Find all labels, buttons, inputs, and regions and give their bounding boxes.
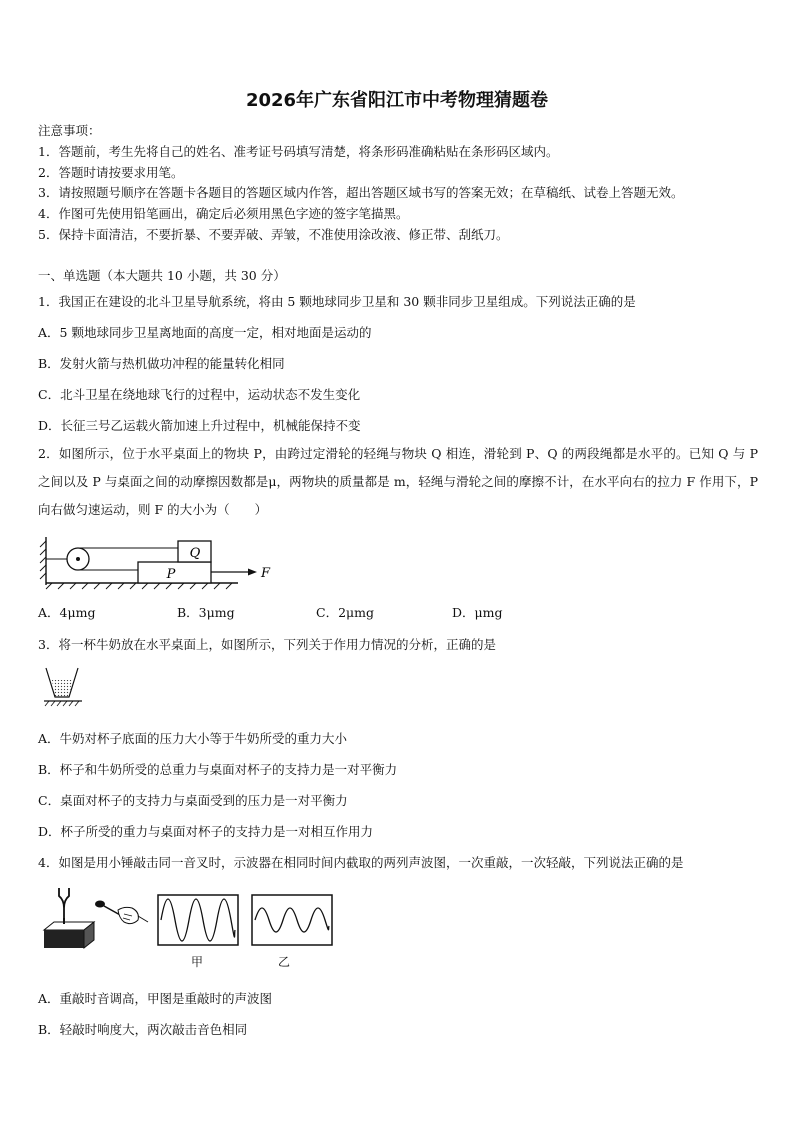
notice-item: 4．作图可先使用铅笔画出，确定后必须用黑色字迹的签字笔描黑。	[38, 206, 409, 221]
notice-item: 2．答题时请按要求用笔。	[38, 165, 184, 180]
waveform-jia	[157, 894, 239, 946]
q1-option-d: D．长征三号乙运载火箭加速上升过程中，机械能保持不变	[38, 418, 361, 433]
q1-option-c: C．北斗卫星在绕地球飞行的过程中，运动状态不发生变化	[38, 387, 361, 402]
q3-option-d: D．杯子所受的重力与桌面对杯子的支持力是一对相互作用力	[38, 824, 374, 839]
q2-option-d: D．μmg	[452, 605, 503, 620]
question-1-stem: 1．我国正在建设的北斗卫星导航系统，将由 5 颗地球同步卫星和 30 颗非同步卫星组成。下列说法正确的是	[38, 294, 636, 309]
q4-option-a: A．重敲时音调高，甲图是重敲时的声波图	[38, 991, 273, 1006]
question-4-stem: 4．如图是用小锤敲击同一音叉时，示波器在相同时间内截取的两列声波图，一次重敲，一次轻敲，下列说法正确的是	[38, 855, 684, 870]
caption-yi: 乙	[278, 955, 291, 969]
q1-option-b: B．发射火箭与热机做功冲程的能量转化相同	[38, 356, 285, 371]
notice-heading: 注意事项：	[38, 123, 101, 138]
q4-option-b: B．轻敲时响度大，两次敲击音色相同	[38, 1022, 248, 1037]
question-3-stem: 3．将一杯牛奶放在水平桌面上，如图所示，下列关于作用力情况的分析，正确的是	[38, 637, 496, 652]
block-p-label: P	[166, 567, 176, 582]
q3-option-a: A．牛奶对杯子底面的压力大小等于牛奶所受的重力大小	[38, 731, 348, 746]
question-2-stem: 2．如图所示，位于水平桌面上的物块 P，由跨过定滑轮的轻绳与物块 Q 相连，滑轮到 P、Q 的两段绳都是水平的。已知 Q 与 P 之间以及 P 与桌面之间的动摩擦因数都是μ，两物块的质量都是 m，轻绳与滑轮之间的摩擦不计，在水平向右的拉力 F 作用下，P 向右做匀速运动，则 F 的大小为（ ）	[38, 446, 758, 517]
milk-cup-figure	[42, 664, 84, 710]
tuning-fork-figure	[40, 886, 150, 954]
notice-item: 1．答题前，考生先将自己的姓名、准考证号码填写清楚，将条形码准确粘贴在条形码区域内。	[38, 144, 559, 159]
block-q-label: Q	[189, 546, 201, 561]
q1-option-a: A．5 颗地球同步卫星离地面的高度一定，相对地面是运动的	[38, 325, 372, 340]
waveform-yi	[251, 894, 333, 946]
page-title: 2026年广东省阳江市中考物理猜题卷	[245, 90, 549, 111]
notice-item: 3．请按照题号顺序在答题卡各题目的答题区域内作答，超出答题区域书写的答案无效；在草稿纸、试卷上答题无效。	[38, 185, 684, 200]
q2-option-a: A．4μmg	[38, 605, 96, 620]
pulley-blocks-figure	[38, 533, 278, 591]
q2-option-c: C．2μmg	[316, 605, 374, 620]
force-f-label: F	[261, 566, 271, 581]
section-heading: 一、单选题（本大题共 10 小题，共 30 分）	[38, 268, 286, 283]
q3-option-c: C．桌面对杯子的支持力与桌面受到的压力是一对平衡力	[38, 793, 348, 808]
q2-option-b: B．3μmg	[177, 605, 235, 620]
q3-option-b: B．杯子和牛奶所受的总重力与桌面对杯子的支持力是一对平衡力	[38, 762, 398, 777]
notice-item: 5．保持卡面清洁，不要折暴、不要弄破、弄皱，不准使用涂改液、修正带、刮纸刀。	[38, 227, 509, 242]
caption-jia: 甲	[191, 955, 204, 969]
